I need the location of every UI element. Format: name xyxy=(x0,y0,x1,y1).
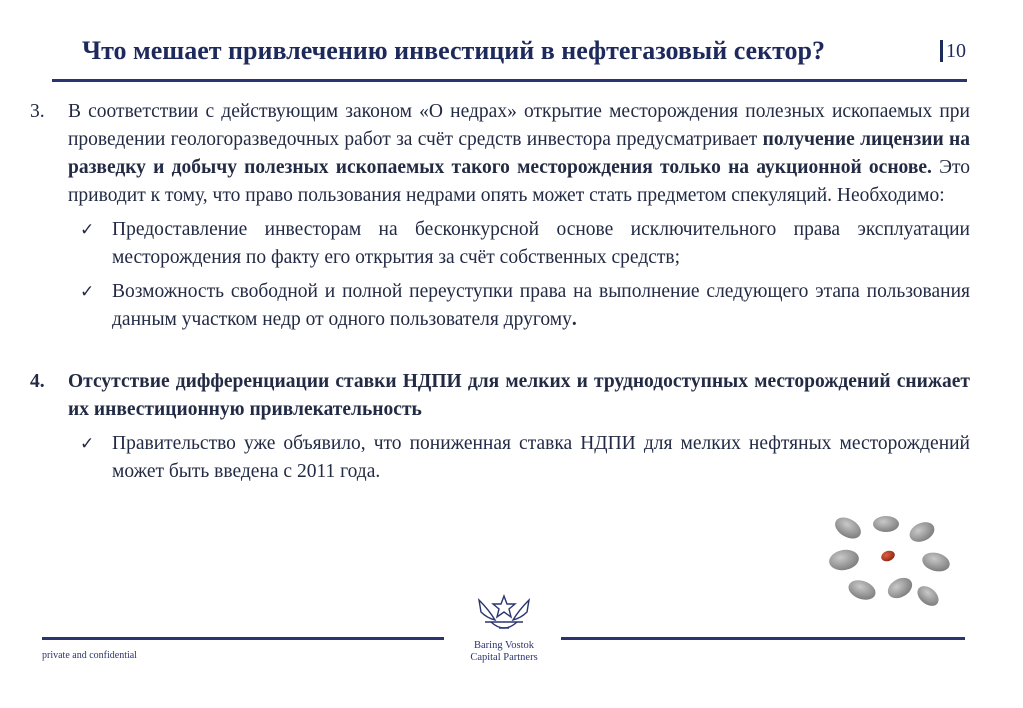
list-item-3 xyxy=(30,98,970,210)
item-number: 4. xyxy=(30,371,45,392)
list-item-4 xyxy=(30,368,970,424)
header-divider xyxy=(52,79,967,82)
page-title: Что мешает привлечению инвестиций в нефтегазовый сектор? xyxy=(82,36,825,65)
bullet-text: Возможность свободной и полной переуступки права на выполнение следующего этапа пользования данным участком недр от одного пользователя другому xyxy=(112,281,970,330)
item-number: 3. xyxy=(30,101,45,122)
bullet-item xyxy=(30,216,970,272)
checkmark-icon: ✓ xyxy=(80,434,95,454)
red-pebble xyxy=(880,549,897,563)
item-text-bold: Отсутствие дифференциации ставки НДПИ для мелких и труднодоступных месторождений снижает их инвестиционную привлекательность xyxy=(68,371,970,420)
checkmark-icon: ✓ xyxy=(80,220,95,240)
bullet-text: Предоставление инвесторам на бесконкурсной основе исключительного права эксплуатации месторождения по факту его открытия за счёт собственных средств; xyxy=(112,219,970,268)
footer-divider-right xyxy=(561,637,965,640)
item-text-bold: получение лицензии на разведку и добычу полезных ископаемых такого месторождения только на аукционной основе. xyxy=(68,129,971,178)
pebbles-image xyxy=(818,510,966,610)
page-marker xyxy=(940,40,943,62)
slide-body xyxy=(30,98,970,486)
bullet-item xyxy=(30,278,970,334)
item-text-tail: Это приводит к тому, что право пользования недрами опять может стать предметом спекуляций. Необходимо: xyxy=(68,157,970,206)
bullet-item xyxy=(30,430,970,486)
page-number: 10 xyxy=(946,40,966,62)
baring-vostok-logo xyxy=(473,590,535,636)
bullet-text: Правительство уже объявило, что пониженная ставка НДПИ для мелких нефтяных месторождений может быть введена с 2011 года. xyxy=(112,433,970,482)
footer-divider-left xyxy=(42,637,444,640)
logo-caption xyxy=(446,640,562,664)
bullet-text-tail: . xyxy=(571,309,577,330)
item-text: В соответствии с действующим законом «О недрах» открытие месторождения полезных ископаемых при проведении геологоразведочных работ за счёт средств инвестора предусматривает xyxy=(68,101,970,150)
confidential-note: private and confidential xyxy=(42,650,137,661)
checkmark-icon: ✓ xyxy=(80,282,95,302)
logo-line1: Baring Vostok xyxy=(474,640,534,651)
logo-line2: Capital Partners xyxy=(470,652,538,663)
